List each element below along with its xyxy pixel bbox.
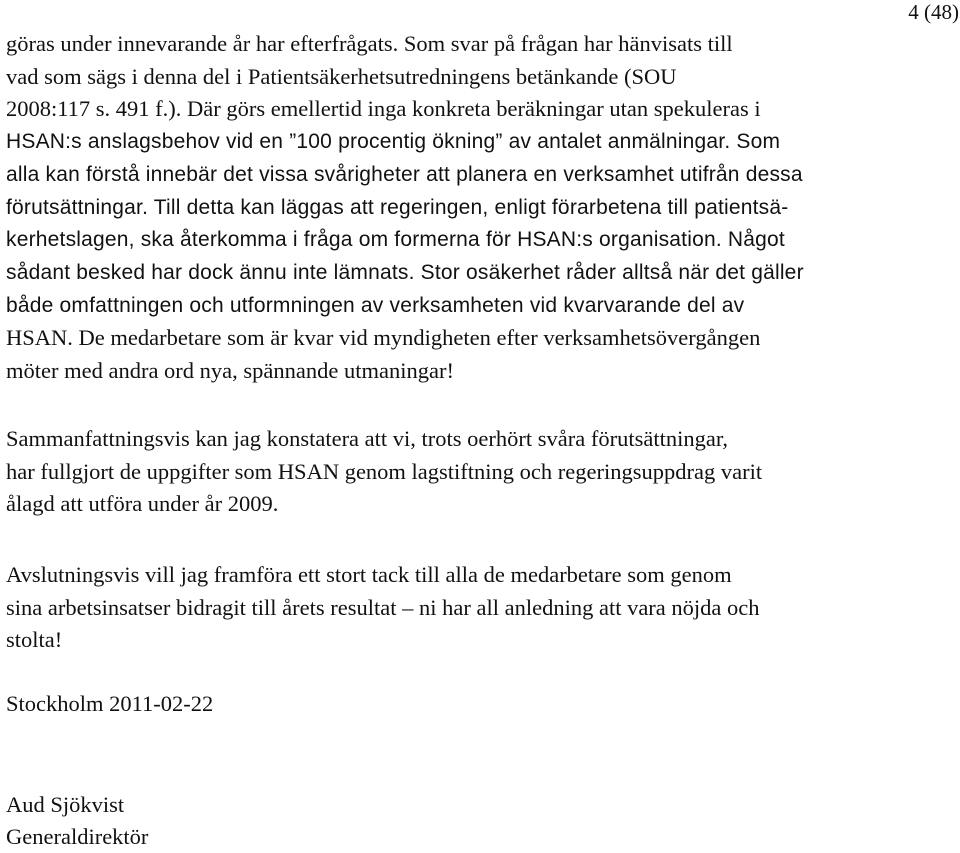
text-line: Avslutningsvis vill jag framföra ett stort tack till alla de medarbetare som genom: [6, 562, 732, 587]
text-line: vad som sägs i denna del i Patientsäkerhetsutredningens betänkande (SOU: [6, 63, 677, 89]
signature-block: [6, 789, 960, 853]
text-line: möter med andra ord nya, spännande utmaningar!: [6, 358, 454, 384]
text-line: HSAN:s anslagsbehov vid en ”100 procentig ökning” av antalet anmälningar. Som: [6, 130, 781, 154]
text-line: HSAN. De medarbetare som är kvar vid myndigheten efter verksamhetsövergången: [6, 325, 761, 351]
text-line: både omfattningen och utformningen av verksamheten vid kvarvarande del av: [6, 293, 745, 317]
paragraph-thanks: [6, 559, 960, 657]
place-date: [6, 688, 960, 721]
text-line: sina arbetsinsatser bidragit till årets resultat – ni har all anledning att vara nöjda och: [6, 594, 760, 620]
signatory-title: Generaldirektör: [6, 824, 149, 849]
text-line: Sammanfattningsvis kan jag konstatera att vi, trots oerhört svåra förutsättningar,: [6, 426, 729, 451]
text-line: sådant besked har dock ännu inte lämnats. Stor osäkerhet råder alltså när det gäller: [6, 260, 804, 284]
text-line: 2008:117 s. 491 f.). Där görs emellertid inga konkreta beräkningar utan spekuleras i: [6, 96, 761, 122]
text-line: göras under innevarande år har efterfrågats. Som svar på frågan har hänvisats till: [6, 31, 733, 56]
paragraph-summary: [6, 423, 960, 521]
text-line: ålagd att utföra under år 2009.: [6, 491, 279, 517]
page-number: 4 (48): [908, 0, 959, 24]
signatory-name: Aud Sjökvist: [6, 792, 125, 817]
paragraph-hsan-uncertainty: [6, 28, 960, 388]
text-line: stolta!: [6, 627, 63, 653]
text-line: förutsättningar. Till detta kan läggas att regeringen, enligt förarbetena till patientsä-: [6, 195, 789, 219]
text-line: kerhetslagen, ska återkomma i fråga om formerna för HSAN:s organisation. Något: [6, 228, 785, 252]
place-date-text: Stockholm 2011-02-22: [6, 691, 214, 716]
text-line: har fullgjort de uppgifter som HSAN genom lagstiftning och regeringsuppdrag varit: [6, 458, 763, 484]
text-line: alla kan förstå innebär det vissa svårigheter att planera en verksamhet utifrån dessa: [6, 162, 803, 186]
